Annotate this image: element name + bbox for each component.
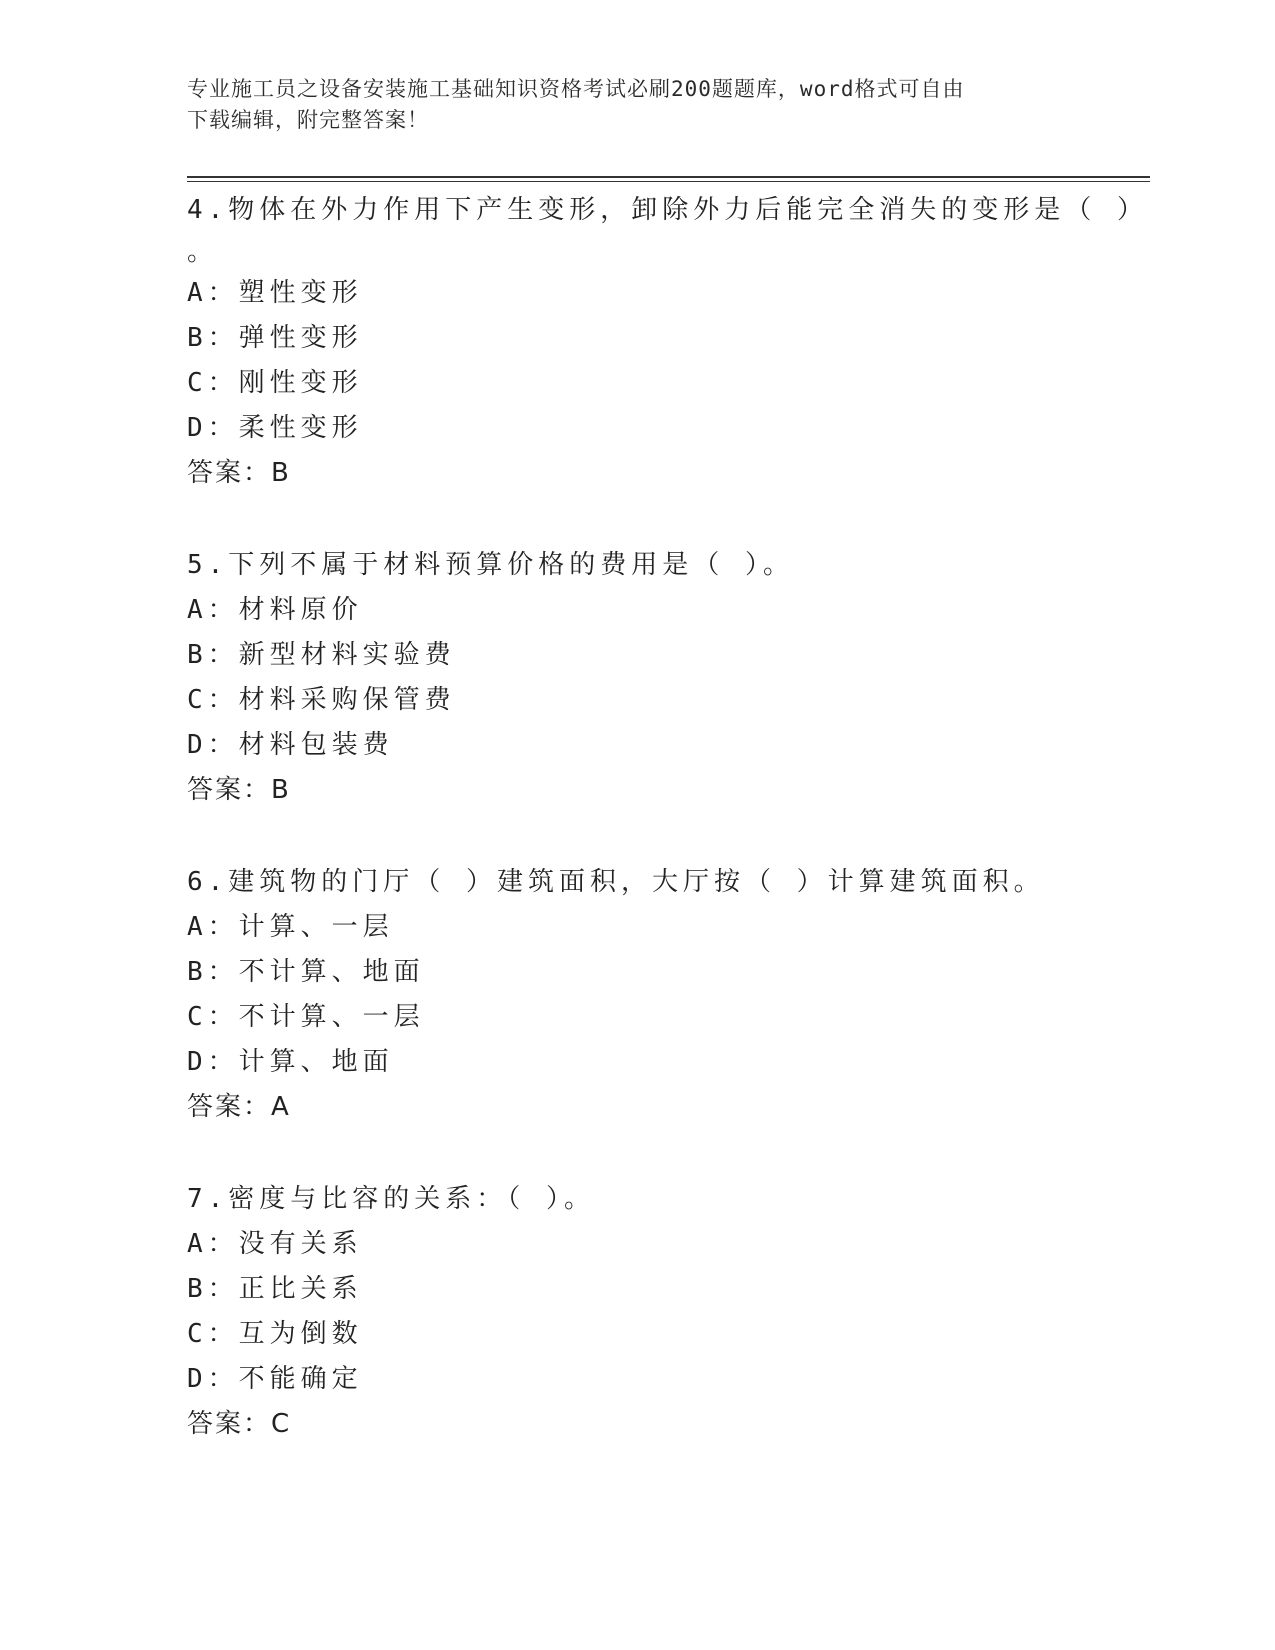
header-line-2: 下载编辑，附完整答案！ — [187, 108, 429, 132]
question-text: 5.下列不属于材料预算价格的费用是（ ）。 — [187, 550, 794, 580]
option-d: D：计算、地面 — [187, 1047, 394, 1077]
option-d: D：不能确定 — [187, 1364, 363, 1394]
answer-line: 答案：B — [187, 458, 291, 488]
question-6 — [187, 860, 1137, 1130]
option-b: B：弹性变形 — [187, 323, 363, 353]
question-text: 7.密度与比容的关系：（ ）。 — [187, 1184, 595, 1214]
option-d: D：柔性变形 — [187, 413, 363, 443]
option-c: C：互为倒数 — [187, 1319, 363, 1349]
option-b: B：正比关系 — [187, 1274, 363, 1304]
option-a: A：材料原价 — [187, 595, 363, 625]
document-header — [187, 74, 1067, 136]
option-b: B：新型材料实验费 — [187, 640, 456, 670]
option-c: C：材料采购保管费 — [187, 685, 456, 715]
option-a: A：计算、一层 — [187, 912, 394, 942]
question-text-continuation: 。 — [187, 237, 214, 267]
question-text: 4.物体在外力作用下产生变形，卸除外力后能完全消失的变形是（ ） — [187, 195, 1148, 225]
answer-line: 答案：B — [187, 775, 291, 805]
answer-line: 答案：A — [187, 1092, 291, 1122]
option-d: D：材料包装费 — [187, 730, 394, 760]
question-5 — [187, 543, 1137, 813]
question-7 — [187, 1177, 1137, 1447]
header-line-1: 专业施工员之设备安装施工基础知识资格考试必刷200题题库，word格式可自由 — [187, 77, 965, 101]
question-list — [187, 188, 1148, 1447]
option-c: C：刚性变形 — [187, 368, 363, 398]
option-a: A：没有关系 — [187, 1229, 363, 1259]
option-b: B：不计算、地面 — [187, 957, 425, 987]
option-a: A：塑性变形 — [187, 278, 363, 308]
question-text: 6.建筑物的门厅（ ）建筑面积，大厅按（ ）计算建筑面积。 — [187, 867, 1045, 897]
header-divider-thin — [187, 181, 1150, 182]
header-divider-thick — [187, 176, 1150, 178]
answer-line: 答案：C — [187, 1409, 292, 1439]
question-4 — [187, 188, 1148, 496]
option-c: C：不计算、一层 — [187, 1002, 425, 1032]
